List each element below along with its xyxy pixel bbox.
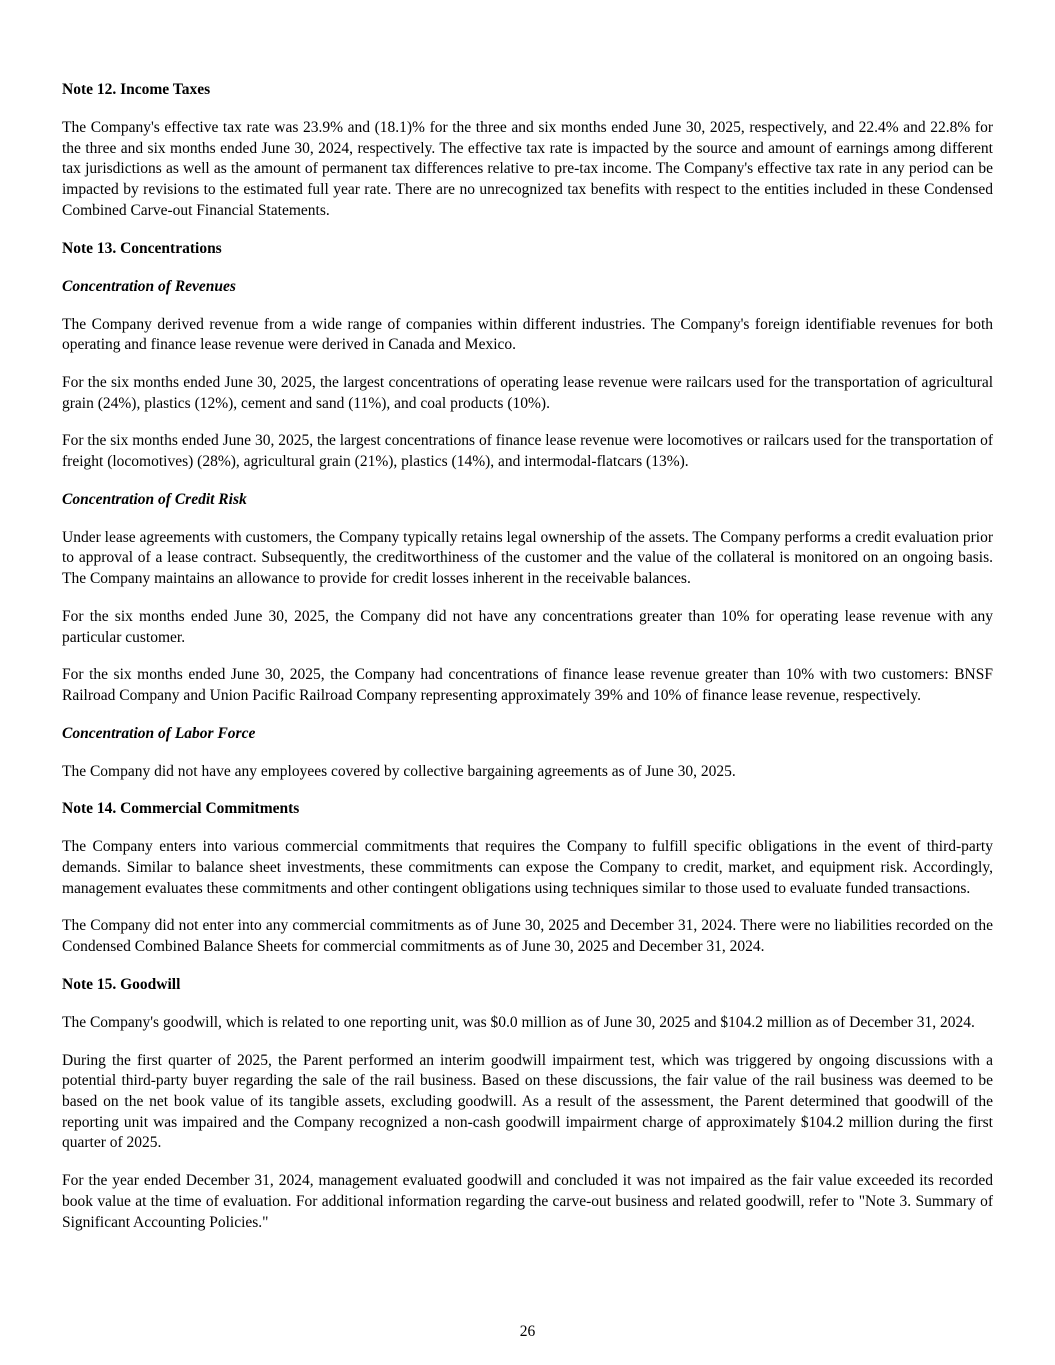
note-13-paragraph-5: For the six months ended June 30, 2025, the Company did not have any concentrations greater than 10% for operating lease revenue with any particular customer.: [62, 607, 993, 646]
concentration-of-revenues-heading: Concentration of Revenues: [62, 277, 236, 295]
note-13-paragraph-4: Under lease agreements with customers, the Company typically retains legal ownership of the assets. The Company performs a credit evaluation prior to approval of a lease contract. Subsequently, the creditworthiness of the customer and the value of the collateral is monitored on an ongoing basis. The Company maintains an allowance to provide for credit losses inherent in the receivable balances.: [62, 528, 993, 588]
note-13-paragraph-1: The Company derived revenue from a wide range of companies within different industries. The Company's foreign identifiable revenues for both operating and finance lease revenue were derived in Canada and Mexico.: [62, 315, 993, 354]
note-13-paragraph-3: For the six months ended June 30, 2025, the largest concentrations of finance lease revenue were locomotives or railcars used for the transportation of freight (locomotives) (28%), agricultural grain (21%), plastics (14%), and intermodal-flatcars (13%).: [62, 432, 993, 471]
note-13-paragraph-2: For the six months ended June 30, 2025, the largest concentrations of operating lease revenue were railcars used for the transportation of agricultural grain (24%), plastics (12%), cement and sand (11%), and coal products (10%).: [62, 373, 993, 412]
concentration-of-credit-risk-heading: Concentration of Credit Risk: [62, 490, 247, 508]
note-15-paragraph-3: For the year ended December 31, 2024, management evaluated goodwill and concluded it was not impaired as the fair value exceeded its recorded book value at the time of evaluation. For additional information regarding the carve-out business and related goodwill, refer to "Note 3. Summary of Significant Accounting Policies.": [62, 1172, 993, 1231]
note-13-paragraph-6: For the six months ended June 30, 2025, the Company had concentrations of finance lease revenue greater than 10% with two customers: BNSF Railroad Company and Union Pacific Railroad Company representing approximately 39% and 10% of finance lease revenue, respectively.: [62, 666, 993, 704]
note-14-paragraph-2: The Company did not enter into any commercial commitments as of June 30, 2025 and December 31, 2024. There were no liabilities recorded on the Condensed Combined Balance Sheets for commercial commitments as of June 30, 2025 and December 31, 2024.: [62, 917, 993, 956]
note-12-paragraph-1: The Company's effective tax rate was 23.9% and (18.1)% for the three and six months ended June 30, 2025, respectively, and 22.4% and 22.8% for the three and six months ended June 30, 2024, respectively. The effective tax rate is impacted by the source and amount of earnings among different tax jurisdictions as well as the amount of permanent tax differences relative to pre-tax income. The Company's effective tax rate in any period can be impacted by revisions to the estimated full year rate. There are no unrecognized tax benefits with respect to the entities included in these Condensed Combined Carve-out Financial Statements.: [62, 119, 993, 219]
note-15-heading: Note 15. Goodwill: [62, 975, 181, 993]
note-14-paragraph-1: The Company enters into various commercial commitments that requires the Company to fulfill specific obligations in the event of third-party demands. Similar to balance sheet investments, these commitments can expose the Company to credit, market, and equipment risk. Accordingly, management evaluates these commitments and other contingent obligations using techniques similar to those used to evaluate funded transactions.: [62, 838, 993, 897]
note-15-paragraph-2: During the first quarter of 2025, the Parent performed an interim goodwill impairment test, which was triggered by ongoing discussions with a potential third-party buyer regarding the sale of the rail business. Based on these discussions, the fair value of the rail business was deemed to be based on the net book value of its tangible assets, excluding goodwill. As a result of the assessment, the Parent determined that goodwill of the reporting unit was impaired and the Company recognized a non-cash goodwill impairment charge of approximately $104.2 million during the first quarter of 2025.: [62, 1051, 993, 1152]
note-13-paragraph-7: The Company did not have any employees covered by collective bargaining agreements as of June 30, 2025.: [62, 762, 736, 780]
note-12-heading: Note 12. Income Taxes: [62, 81, 211, 98]
document-page: [62, 80, 993, 1250]
note-15-paragraph-1: The Company's goodwill, which is related to one reporting unit, was $0.0 million as of June 30, 2025 and $104.2 million as of December 31, 2024.: [62, 1013, 975, 1031]
page-number: 26: [519, 1323, 536, 1340]
note-13-heading: Note 13. Concentrations: [62, 239, 222, 257]
concentration-of-labor-force-heading: Concentration of Labor Force: [62, 724, 256, 742]
note-14-heading: Note 14. Commercial Commitments: [62, 800, 300, 818]
